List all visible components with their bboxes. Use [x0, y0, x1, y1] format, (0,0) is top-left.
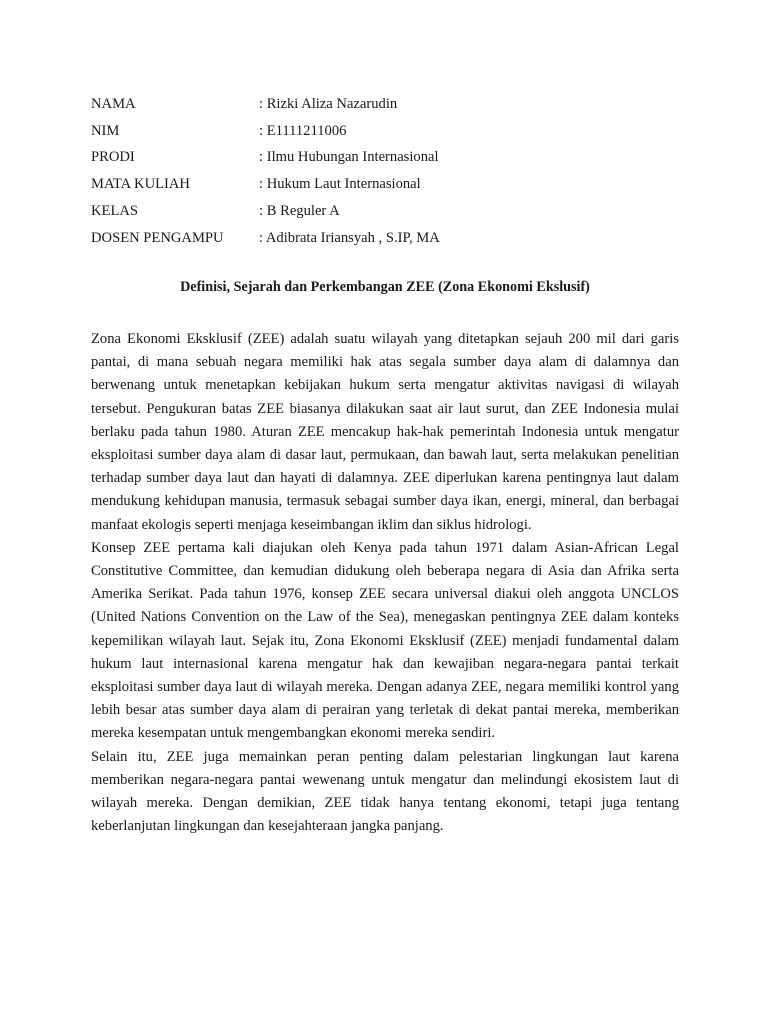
student-info [91, 91, 440, 252]
info-value: : Adibrata Iriansyah , S.IP, MA [259, 229, 440, 246]
info-label: NIM [91, 122, 120, 139]
info-row-mata-kuliah [91, 171, 440, 198]
info-value: : Hukum Laut Internasional [259, 176, 421, 193]
info-value: : E1111211006 [259, 122, 347, 139]
info-row-dosen [91, 225, 440, 252]
info-value: : Ilmu Hubungan Internasional [259, 149, 439, 166]
info-label: PRODI [91, 149, 135, 166]
info-label: NAMA [91, 95, 136, 112]
info-value: : Rizki Aliza Nazarudin [259, 95, 398, 112]
info-row-nama [91, 91, 440, 118]
info-value: : B Reguler A [259, 203, 340, 220]
paragraph: Selain itu, ZEE juga memainkan peran penting dalam pelestarian lingkungan laut karena memberikan negara-negara pantai wewenang untuk mengatur dan melindungi ekosistem laut di wilayah mereka. Dengan demikian, ZEE tidak hanya tentang ekonomi, tetapi juga tentang keberlanjutan lingkungan dan kesejahteraan jangka panjang. [91, 748, 679, 835]
info-label: DOSEN PENGAMPU [91, 229, 224, 246]
document-body [91, 328, 679, 838]
info-label: KELAS [91, 203, 139, 220]
info-row-nim [91, 118, 440, 145]
info-label: MATA KULIAH [91, 176, 190, 193]
info-row-prodi [91, 145, 440, 172]
paragraph: Zona Ekonomi Eksklusif (ZEE) adalah suatu wilayah yang ditetapkan sejauh 200 mil dari garis pantai, di mana sebuah negara memiliki hak atas segala sumber daya alam di dalamnya dan berwenang untuk menetapkan kebijakan hukum serta mengatur aktivitas navigasi di wilayah tersebut. Pengukuran batas ZEE biasanya dilakukan saat air laut surut, dan ZEE Indonesia mulai berlaku pada tahun 1980. Aturan ZEE mencakup hak-hak pemerintah Indonesia untuk mengatur eksploitasi sumber daya alam di dasar laut, permukaan, dan bawah laut, serta melakukan penelitian terhadap sumber daya laut dan hayati di dalamnya. ZEE diperlukan karena pentingnya laut dalam mendukung kehidupan manusia, termasuk sebagai sumber daya ikan, energi, mineral, dan berbagai manfaat ekologis seperti menjaga keseimbangan iklim dan siklus hidrologi. [91, 331, 679, 533]
paragraph: Konsep ZEE pertama kali diajukan oleh Kenya pada tahun 1971 dalam Asian-African Legal Constitutive Committee, dan kemudian didukung oleh beberapa negara di Asia dan Afrika serta Amerika Serikat. Pada tahun 1976, konsep ZEE secara universal diakui oleh anggota UNCLOS (United Nations Convention on the Law of the Sea), menegaskan pentingnya ZEE dalam konteks kepemilikan wilayah laut. Sejak itu, Zona Ekonomi Eksklusif (ZEE) menjadi fundamental dalam hukum laut internasional karena mengatur hak dan kewajiban negara-negara pantai terkait eksploitasi sumber daya laut di wilayah mereka. Dengan adanya ZEE, negara memiliki kontrol yang lebih besar atas sumber daya alam di perairan yang terletak di dekat pantai mereka, memberikan mereka kesempatan untuk mengembangkan ekonomi mereka sendiri. [91, 539, 679, 742]
document-title: Definisi, Sejarah dan Perkembangan ZEE (Zona Ekonomi Ekslusif) [180, 279, 590, 295]
info-row-kelas [91, 198, 440, 225]
